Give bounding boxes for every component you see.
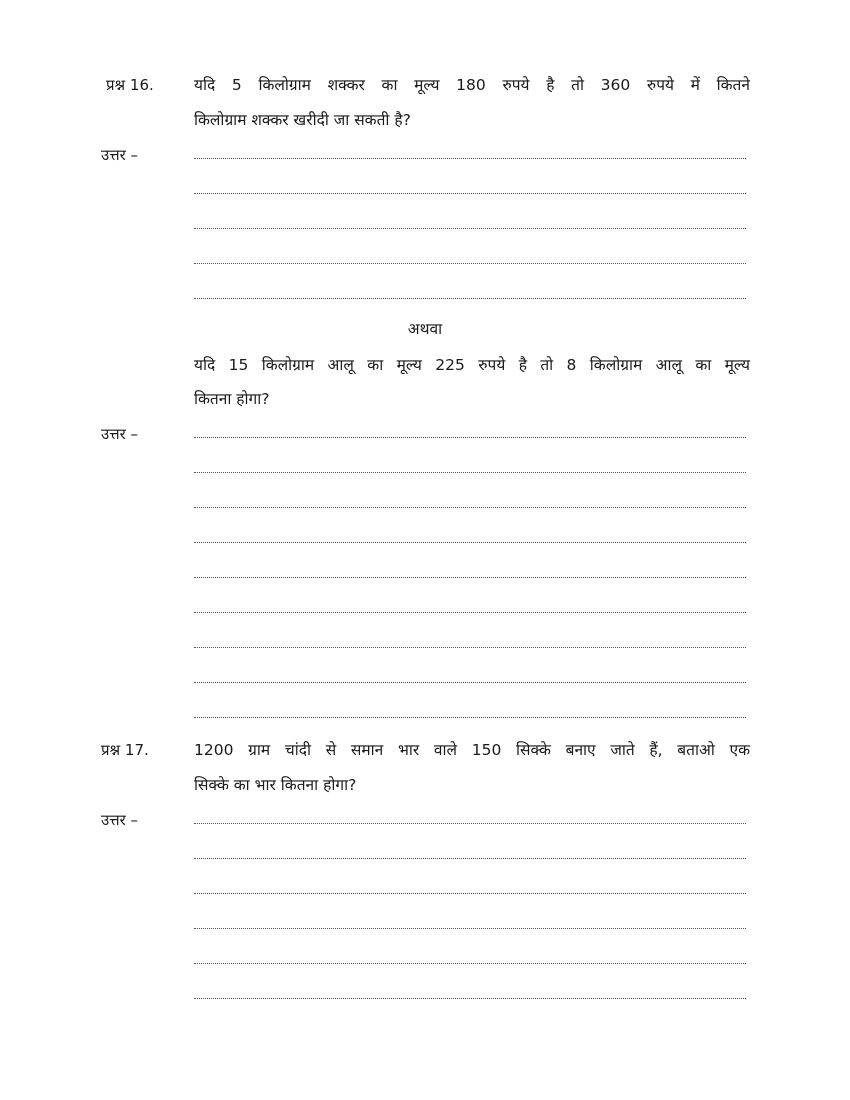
question-17-line-2: सिक्के का भार कितना होगा? <box>194 776 357 794</box>
question-16-number: प्रश्न 16. <box>106 76 154 94</box>
answer-17-line-6[interactable] <box>194 998 746 999</box>
answer-16-alt-line-2[interactable] <box>194 472 746 473</box>
answer-16-alt-line-5[interactable] <box>194 577 746 578</box>
answer-16-line-5[interactable] <box>194 298 746 299</box>
answer-17-label: उत्तर – <box>101 811 138 829</box>
answer-17-line-3[interactable] <box>194 893 746 894</box>
answer-17-line-4[interactable] <box>194 928 746 929</box>
answer-16-alt-label: उत्तर – <box>101 425 138 443</box>
answer-16-label: उत्तर – <box>101 146 138 164</box>
answer-17-line-2[interactable] <box>194 858 746 859</box>
question-16-line-1: यदि 5 किलोग्राम शक्कर का मूल्य 180 रुपये है तो 360 रुपये में कितने <box>194 76 750 94</box>
question-16-alt-line-2: कितना होगा? <box>194 390 270 408</box>
answer-17-line-5[interactable] <box>194 963 746 964</box>
answer-16-alt-line-7[interactable] <box>194 647 746 648</box>
question-17-line-1: 1200 ग्राम चांदी से समान भार वाले 150 सिक्के बनाए जाते हैं, बताओ एक <box>194 741 750 759</box>
answer-16-alt-line-9[interactable] <box>194 717 746 718</box>
answer-16-alt-line-3[interactable] <box>194 507 746 508</box>
answer-16-line-2[interactable] <box>194 193 746 194</box>
answer-16-alt-line-1[interactable] <box>194 437 746 438</box>
answer-17-line-1[interactable] <box>194 823 746 824</box>
answer-16-alt-line-8[interactable] <box>194 682 746 683</box>
answer-16-alt-line-6[interactable] <box>194 612 746 613</box>
answer-16-line-3[interactable] <box>194 228 746 229</box>
answer-16-line-1[interactable] <box>194 158 746 159</box>
answer-16-line-4[interactable] <box>194 263 746 264</box>
or-separator: अथवा <box>407 320 443 338</box>
question-16-alt-line-1: यदि 15 किलोग्राम आलू का मूल्य 225 रुपये है तो 8 किलोग्राम आलू का मूल्य <box>194 356 750 374</box>
answer-16-alt-line-4[interactable] <box>194 542 746 543</box>
question-17-number: प्रश्न 17. <box>101 741 149 759</box>
question-16-line-2: किलोग्राम शक्कर खरीदी जा सकती है? <box>194 111 411 129</box>
